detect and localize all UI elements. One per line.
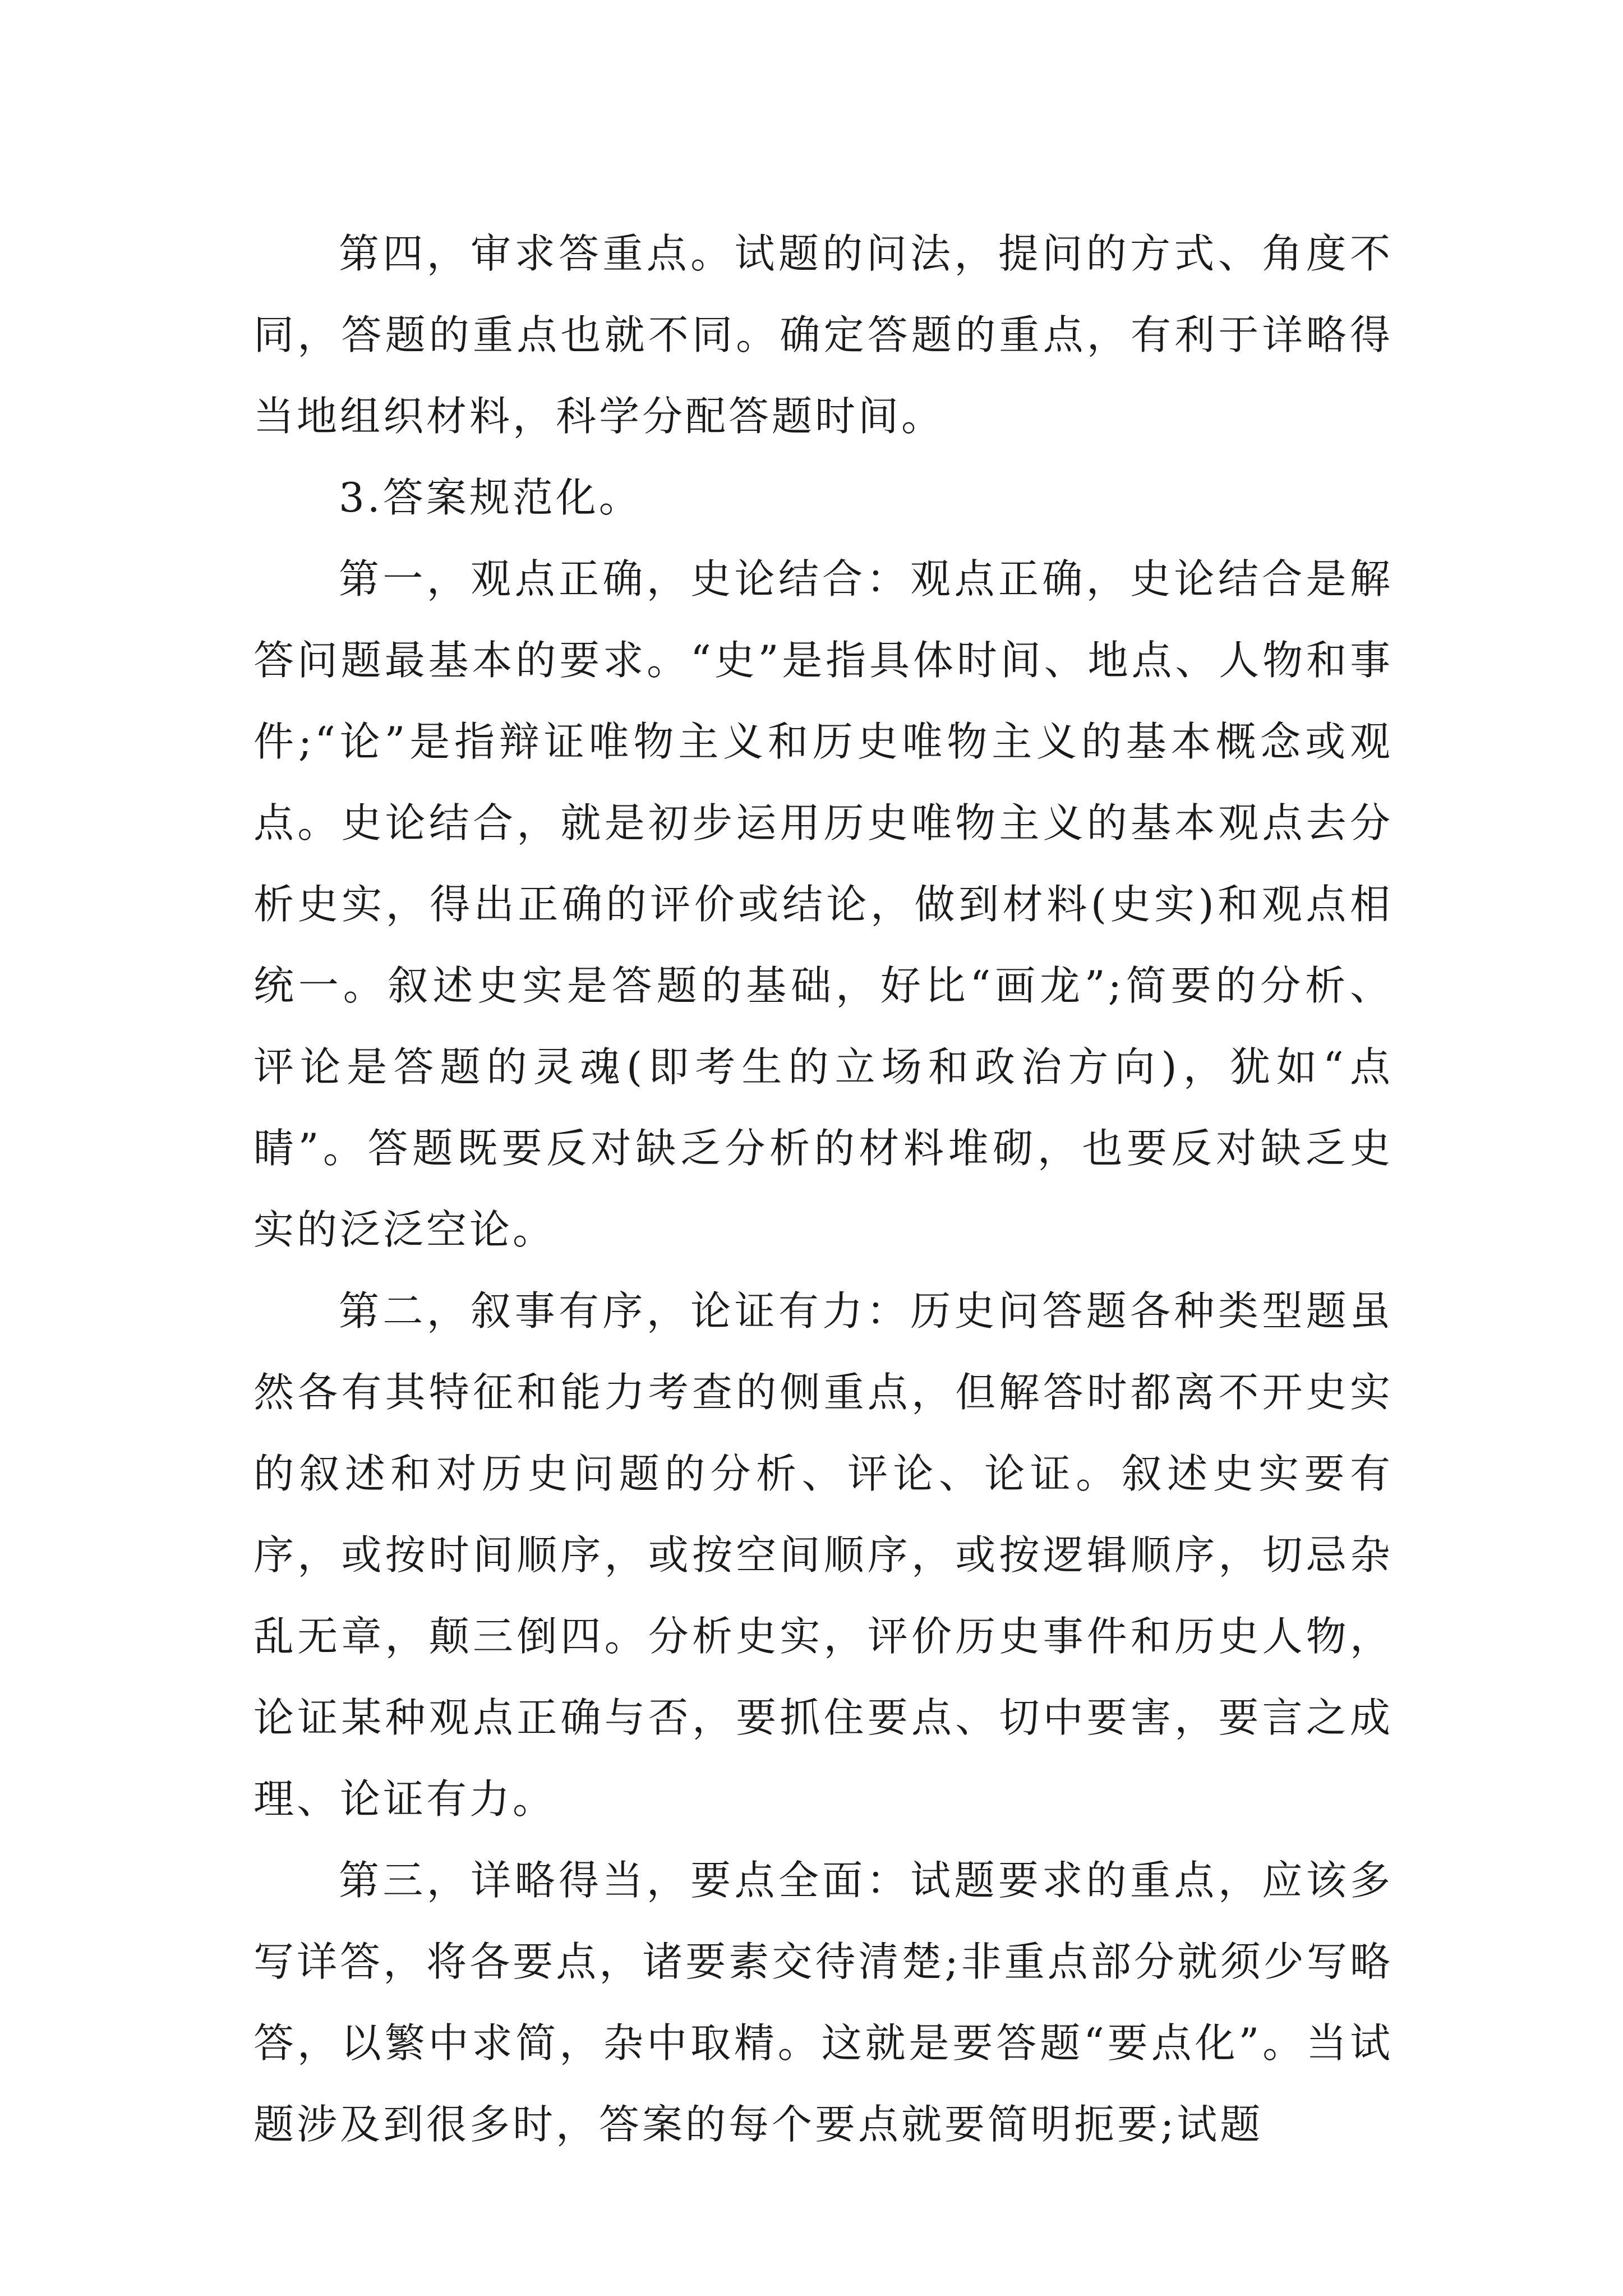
paragraph-third-point: 第三，详略得当，要点全面：试题要求的重点，应该多写详答，将各要点，诸要素交待清楚;非重点部分就须少写略答，以繁中求简，杂中取精。这就是要答题“要点化”。当试题涉及到很多时，答案的每个要点就要简明扼要;试题 bbox=[253, 1857, 1393, 2148]
paragraph-second-point: 第二，叙事有序，论证有力：历史问答题各种类型题虽然各有其特征和能力考查的侧重点，但解答时都离不开史实的叙述和对历史问题的分析、评论、论证。叙述史实要有序，或按时间顺序，或按空间顺序，或按逻辑顺序，切忌杂乱无章，颠三倒四。分析史实，评价历史事件和历史人物，论证某种观点正确与否，要抓住要点、切中要害，要言之成理、论证有力。 bbox=[253, 1287, 1393, 1823]
paragraph-review-key-points: 第四，审求答重点。试题的问法，提问的方式、角度不同，答题的重点也就不同。确定答题的重点，有利于详略得当地组织材料，科学分配答题时间。 bbox=[253, 230, 1393, 440]
section-heading-answer-standardization: 3.答案规范化。 bbox=[339, 474, 642, 521]
paragraph-first-point: 第一，观点正确，史论结合：观点正确，史论结合是解答问题最基本的要求。“史”是指具体时间、地点、人物和事件;“论”是指辩证唯物主义和历史唯物主义的基本概念或观点。史论结合，就是初步运用历史唯物主义的基本观点去分析史实，得出正确的评价或结论，做到材料(史实)和观点相统一。叙述史实是答题的基础，好比“画龙”;简要的分析、评论是答题的灵魂(即考生的立场和政治方向)，犹如“点睛”。答题既要反对缺乏分析的材料堆砌，也要反对缺乏史实的泛泛空论。 bbox=[253, 555, 1393, 1253]
body-text bbox=[253, 213, 1393, 2165]
